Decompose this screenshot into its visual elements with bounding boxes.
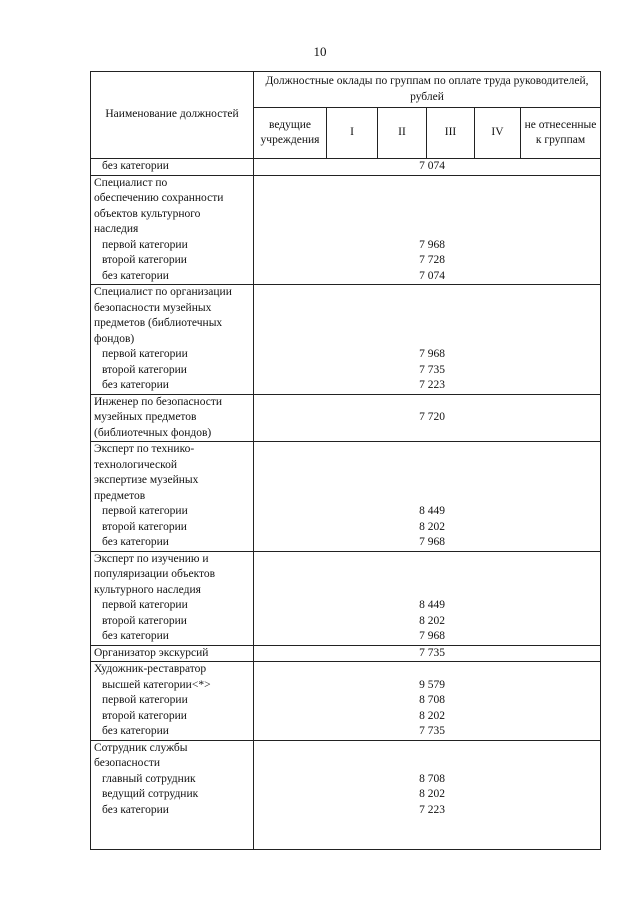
position-name-line: первой категории [102,348,188,360]
salary-value [264,316,600,332]
position-name-cell [91,285,254,395]
position-name-line: (библиотечных фондов) [94,426,212,439]
salary-value: 8 449 [419,599,445,611]
header-group-iv: IV [475,108,521,159]
table-row [91,159,601,176]
position-name-line: Эксперт по изучению и [94,552,209,565]
position-name-line [94,834,251,850]
table-row [91,394,601,442]
position-name-line: первой категории [102,505,188,517]
salary-value: 8 708 [419,772,445,785]
table-row [91,662,601,741]
table-row [91,285,601,395]
salary-value [264,834,600,850]
position-name-line: Специалист по организации [94,286,232,298]
position-name-line: главный сотрудник [102,772,196,785]
position-name-line: объектов культурного [94,207,201,220]
salary-value [264,332,600,348]
salary-table [90,71,601,850]
salary-value [264,489,600,505]
position-name-line: экспертизе музейных [94,474,199,486]
salary-value: 7 968 [419,348,445,360]
position-name-line: наследия [94,223,139,235]
position-name-line: предметов [94,489,146,502]
salary-value [264,756,600,772]
salary-value [264,818,600,834]
salary-value-cell [254,740,601,850]
position-name-line: первой категории [102,238,188,251]
salary-value [264,176,600,192]
position-name-line: безопасности [94,757,161,769]
table-row [91,551,601,645]
salary-value [264,662,600,678]
salary-value-cell [254,662,601,741]
salary-value [264,583,600,599]
position-name-line: без категории [102,269,169,282]
table-row [91,442,601,552]
salary-value: 8 202 [419,520,445,533]
position-name-cell [91,442,254,552]
header-group-i: I [327,108,378,159]
salary-value [264,473,600,489]
salary-value [264,567,600,583]
page-number: 10 [313,44,327,59]
position-name-line: без категории [102,160,169,172]
salary-value [264,222,600,238]
salary-value [264,458,600,474]
position-name-line: Организатор экскурсий [94,646,209,659]
header-leading-institutions: ведущие учреждения [254,108,327,159]
header-group-title: Должностные оклады по группам по оплате труда руководителей, рублей [254,72,601,108]
salary-value: 8 202 [419,614,445,627]
position-name-line: технологической [94,458,178,471]
position-name-line: Эксперт по технико- [94,443,195,455]
salary-value: 7 720 [419,411,445,423]
table-row [91,175,601,285]
position-name-line: без категории [102,379,169,391]
position-name-line: Инженер по безопасности [94,395,223,408]
position-name-line: музейных предметов [94,411,197,423]
position-name-line: без категории [102,630,169,642]
salary-value: 7 968 [419,536,445,548]
position-name-cell [91,740,254,850]
salary-value: 8 708 [419,694,445,706]
position-name-line: второй категории [102,614,187,627]
salary-value [264,395,600,411]
position-name-line: популяризации объектов [94,568,216,580]
salary-value-cell [254,159,601,176]
salary-value-cell [254,285,601,395]
position-name-cell [91,645,254,662]
position-name-line: второй категории [102,363,187,376]
position-name-cell [91,394,254,442]
salary-value: 7 223 [419,379,445,391]
table-row [91,645,601,662]
position-name-line: первой категории [102,694,188,706]
position-name-line [94,818,251,834]
salary-value: 7 735 [419,725,445,737]
position-name-line: первой категории [102,599,188,611]
salary-value: 7 223 [419,803,445,816]
position-name-cell [91,159,254,176]
position-name-line: безопасности музейных [94,301,212,314]
header-group-ii: II [378,108,427,159]
salary-value [264,552,600,568]
position-name-line: без категории [102,536,169,548]
salary-value: 8 202 [419,709,445,722]
position-name-line: без категории [102,803,169,816]
salary-value: 7 074 [419,269,445,282]
header-not-grouped: не отнесенные к группам [521,108,601,159]
position-name-line: второй категории [102,520,187,533]
salary-value: 7 074 [419,160,445,172]
position-name-line: ведущий сотрудник [102,788,199,800]
salary-value-cell [254,645,601,662]
salary-value-cell [254,394,601,442]
salary-value: 8 202 [419,788,445,800]
position-name-line: предметов (библиотечных [94,317,223,329]
position-name-line: высшей категории<*> [102,678,211,691]
table-row [91,740,601,850]
salary-value: 7 968 [419,238,445,251]
salary-value: 8 449 [419,505,445,517]
salary-value [264,191,600,207]
position-name-line: Сотрудник службы [94,741,188,754]
salary-value [264,426,600,442]
table-body [91,159,601,850]
salary-value [264,741,600,757]
header-group-iii: III [427,108,475,159]
salary-value: 7 728 [419,254,445,266]
position-name-line: без категории [102,725,169,737]
position-name-line: второй категории [102,254,187,266]
salary-value [264,442,600,458]
salary-value-cell [254,442,601,552]
position-name-line: Специалист по [94,176,168,189]
header-position-name: Наименование должностей [91,72,254,159]
salary-value-cell [254,175,601,285]
salary-value: 7 735 [419,646,445,659]
salary-value: 9 579 [419,678,445,691]
position-name-cell [91,551,254,645]
position-name-line: Художник-реставратор [94,663,207,675]
position-name-line: культурного наследия [94,583,201,596]
position-name-cell [91,662,254,741]
salary-value: 7 968 [419,630,445,642]
position-name-line: фондов) [94,332,135,345]
salary-value-cell [254,551,601,645]
salary-value [264,285,600,301]
position-name-cell [91,175,254,285]
position-name-line: обеспечению сохранности [94,192,224,204]
position-name-line: второй категории [102,709,187,722]
salary-value [264,207,600,223]
salary-value [264,301,600,317]
salary-value: 7 735 [419,363,445,376]
